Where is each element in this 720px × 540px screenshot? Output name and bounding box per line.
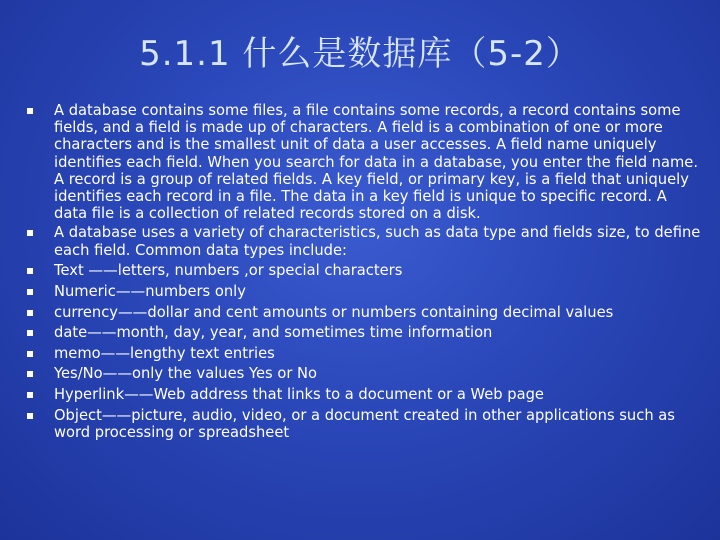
bullet-item	[26, 283, 702, 300]
bullet-item	[26, 262, 702, 279]
bullet-text: currency——dollar and cent amounts or numbers containing decimal values	[54, 303, 614, 321]
bullet-item	[26, 224, 702, 259]
square-bullet-icon	[27, 392, 33, 398]
slide-title: 5.1.1 什么是数据库（5-2）	[139, 34, 581, 74]
bullet-item	[26, 386, 702, 403]
square-bullet-icon	[27, 268, 33, 274]
bullet-item	[26, 102, 702, 222]
bullet-text: Hyperlink——Web address that links to a document or a Web page	[54, 385, 544, 403]
bullet-list	[26, 102, 702, 445]
bullet-text: Object——picture, audio, video, or a document created in other applications such as word processing or spreadsheet	[54, 406, 675, 441]
bullet-text: memo——lengthy text entries	[54, 344, 275, 362]
square-bullet-icon	[27, 310, 33, 316]
square-bullet-icon	[27, 108, 33, 114]
bullet-text: A database contains some files, a file contains some records, a record contains some fields, and a field is made up of characters. A field is a combination of one or more characters and is the smallest unit of data a user accesses. A field name uniquely identifies each field. When you search for data in a database, you enter the field name. A record is a group of related fields. A key field, or primary key, is a field that uniquely identifies each record in a file. The data in a key field is unique to specific record. A data file is a collection of related records stored on a disk.	[54, 102, 699, 223]
bullet-text: A database uses a variety of characteristics, such as data type and fields size, to define each field. Common data types include:	[54, 224, 701, 259]
bullet-item	[26, 345, 702, 362]
bullet-item	[26, 407, 702, 442]
bullet-item	[26, 304, 702, 321]
square-bullet-icon	[27, 413, 33, 419]
square-bullet-icon	[27, 230, 33, 236]
square-bullet-icon	[27, 289, 33, 295]
bullet-item	[26, 324, 702, 341]
square-bullet-icon	[27, 371, 33, 377]
bullet-text: Yes/No——only the values Yes or No	[54, 365, 317, 383]
square-bullet-icon	[27, 351, 33, 357]
bullet-item	[26, 365, 702, 382]
square-bullet-icon	[27, 330, 33, 336]
bullet-text: Numeric——numbers only	[54, 283, 246, 301]
bullet-text: date——month, day, year, and sometimes time information	[54, 324, 493, 342]
bullet-text: Text ——letters, numbers ,or special characters	[54, 262, 403, 280]
